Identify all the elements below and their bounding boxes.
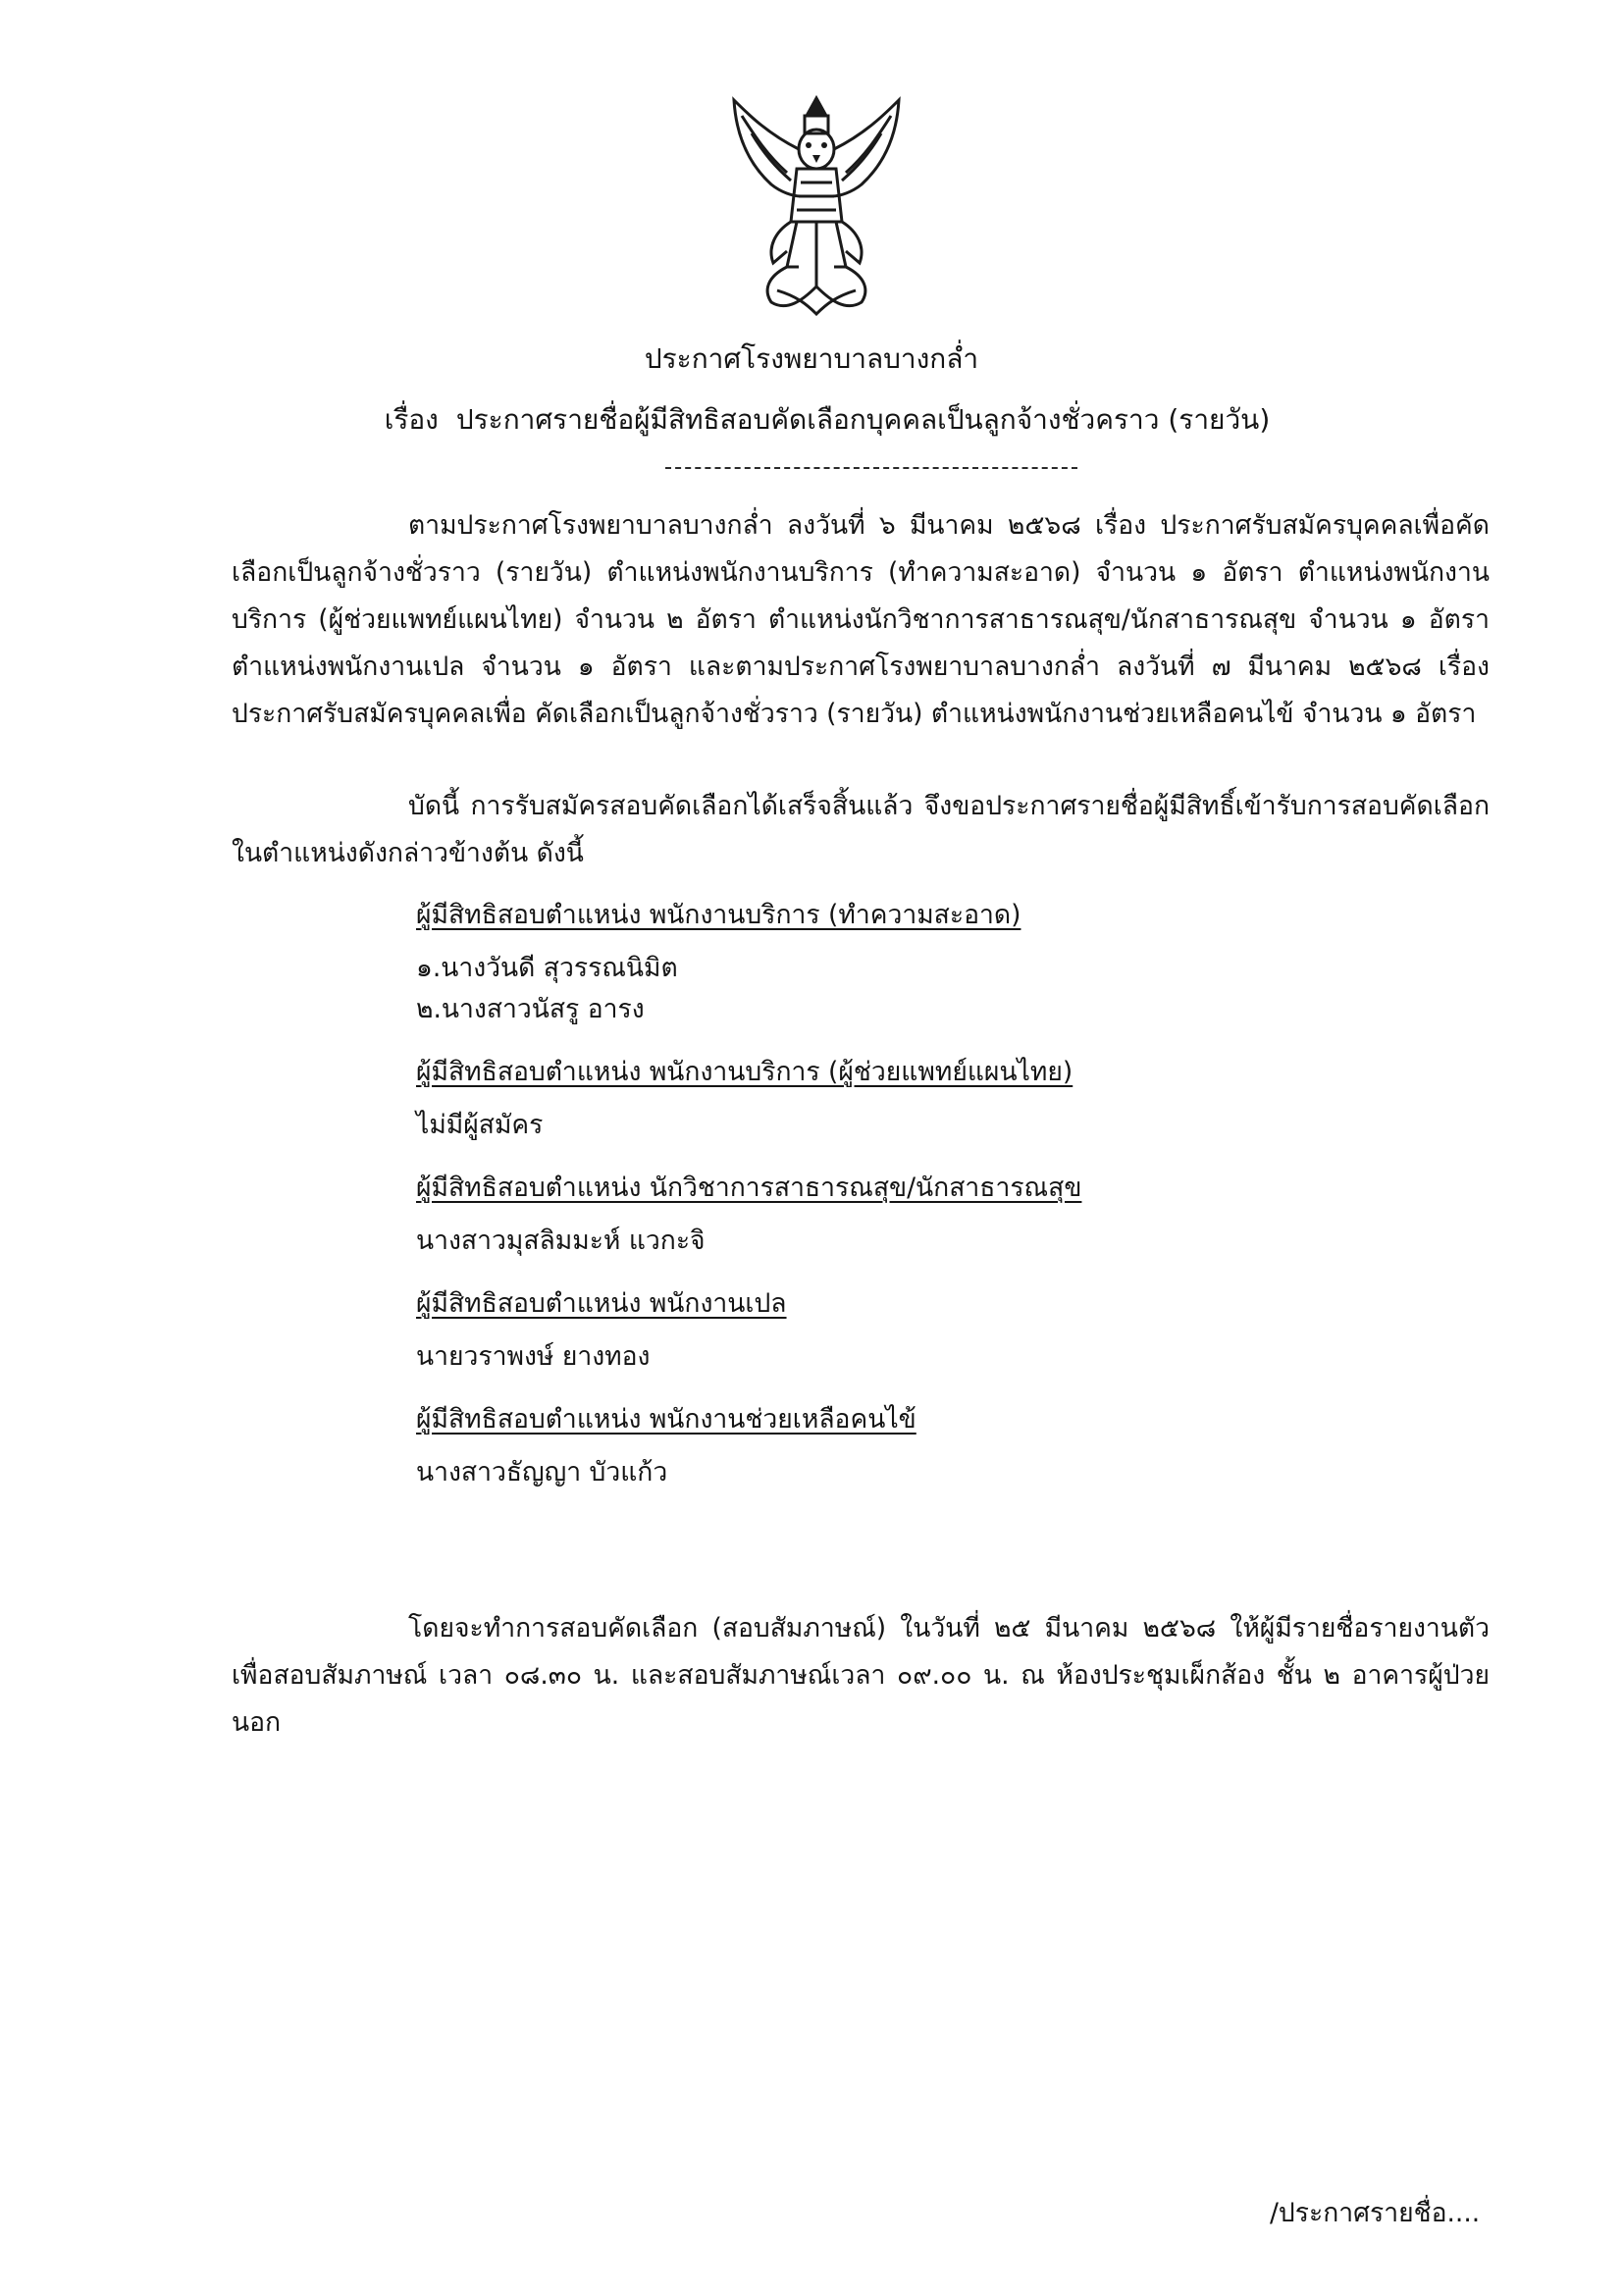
garuda-emblem-icon bbox=[728, 94, 905, 318]
position-heading-porter: ผู้มีสิทธิสอบตำแหน่ง พนักงานเปล bbox=[416, 1288, 787, 1319]
announcement-title: ประกาศโรงพยาบาลบางกล่ำ bbox=[644, 342, 979, 375]
intro-paragraph: ตามประกาศโรงพยาบาลบางกล่ำ ลงวันที่ ๖ มีนาคม ๒๕๖๘ เรื่อง ประกาศรับสมัครบุคคลเพื่อคัดเลือกเป็นลูกจ้างชั่วราว (รายวัน) ตำแหน่งพนักงานบริการ (ทำความสะอาด) จำนวน ๑ อัตรา ตำแหน่งพนักงานบริการ (ผู้ช่วยแพทย์แผนไทย) จำนวน ๒ อัตรา ตำแหน่งนักวิชาการสาธารณสุข/นักสาธารณสุข จำนวน ๑ อัตรา ตำแหน่งพนักงานเปล จำนวน ๑ อัตรา และตามประกาศโรงพยาบาลบางกล่ำ ลงวันที่ ๗ มีนาคม ๒๕๖๘ เรื่อง ประกาศรับสมัครบุคคลเพื่อ คัดเลือกเป็นลูกจ้างชั่วราว (รายวัน) ตำแหน่งพนักงานช่วยเหลือคนไข้ จำนวน ๑ อัตรา bbox=[232, 510, 1490, 729]
separator-dashed-line bbox=[665, 467, 1077, 469]
continued-on-next-page-text: /ประกาศรายชื่อ.... bbox=[1270, 2198, 1481, 2228]
position-heading-thai-medicine-assistant: ผู้มีสิทธิสอบตำแหน่ง พนักงานบริการ (ผู้ช่วยแพทย์แผนไทย) bbox=[416, 1057, 1073, 1087]
candidate-list bbox=[416, 895, 1495, 1493]
position-heading-cleaning: ผู้มีสิทธิสอบตำแหน่ง พนักงานบริการ (ทำความสะอาด) bbox=[416, 900, 1021, 930]
announcement-subject bbox=[0, 400, 1623, 440]
candidate-name: ๑.นางวันดี สุวรรณนิมิต bbox=[416, 953, 678, 983]
subject-text: ประกาศรายชื่อผู้มีสิทธิสอบคัดเลือกบุคคลเป็นลูกจ้างชั่วคราว (รายวัน) bbox=[455, 403, 1271, 436]
status-paragraph: บัดนี้ การรับสมัครสอบคัดเลือกได้เสร็จสิ้นแล้ว จึงขอประกาศรายชื่อผู้มีสิทธิ์เข้ารับการสอบคัดเลือก ในตำแหน่งดังกล่าวข้างต้น ดังนี้ bbox=[232, 791, 1490, 868]
position-heading-patient-assistant: ผู้มีสิทธิสอบตำแหน่ง พนักงานช่วยเหลือคนไข้ bbox=[416, 1404, 916, 1435]
position-heading-public-health: ผู้มีสิทธิสอบตำแหน่ง นักวิชาการสาธารณสุข/นักสาธารณสุข bbox=[416, 1173, 1082, 1203]
candidate-name: ๒.นางสาวนัสรู อารง bbox=[416, 994, 645, 1024]
candidate-name: นางสาวธัญญา บัวแก้ว bbox=[416, 1457, 668, 1487]
candidate-name: นายวราพงษ์ ยางทอง bbox=[416, 1341, 651, 1372]
no-applicant-text: ไม่มีผู้สมัคร bbox=[416, 1110, 544, 1140]
candidate-name: นางสาวมุสลิมมะห์ แวกะจิ bbox=[416, 1226, 706, 1256]
subject-label: เรื่อง bbox=[384, 403, 439, 436]
interview-schedule-paragraph: โดยจะทำการสอบคัดเลือก (สอบสัมภาษณ์) ในวันที่ ๒๕ มีนาคม ๒๕๖๘ ให้ผู้มีรายชื่อรายงานตัวเพื่อสอบสัมภาษณ์ เวลา ๐๘.๓๐ น. และสอบสัมภาษณ์เวลา ๐๙.๐๐ น. ณ ห้องประชุมเผ็กส้อง ชั้น ๒ อาคารผู้ป่วยนอก bbox=[232, 1613, 1490, 1738]
